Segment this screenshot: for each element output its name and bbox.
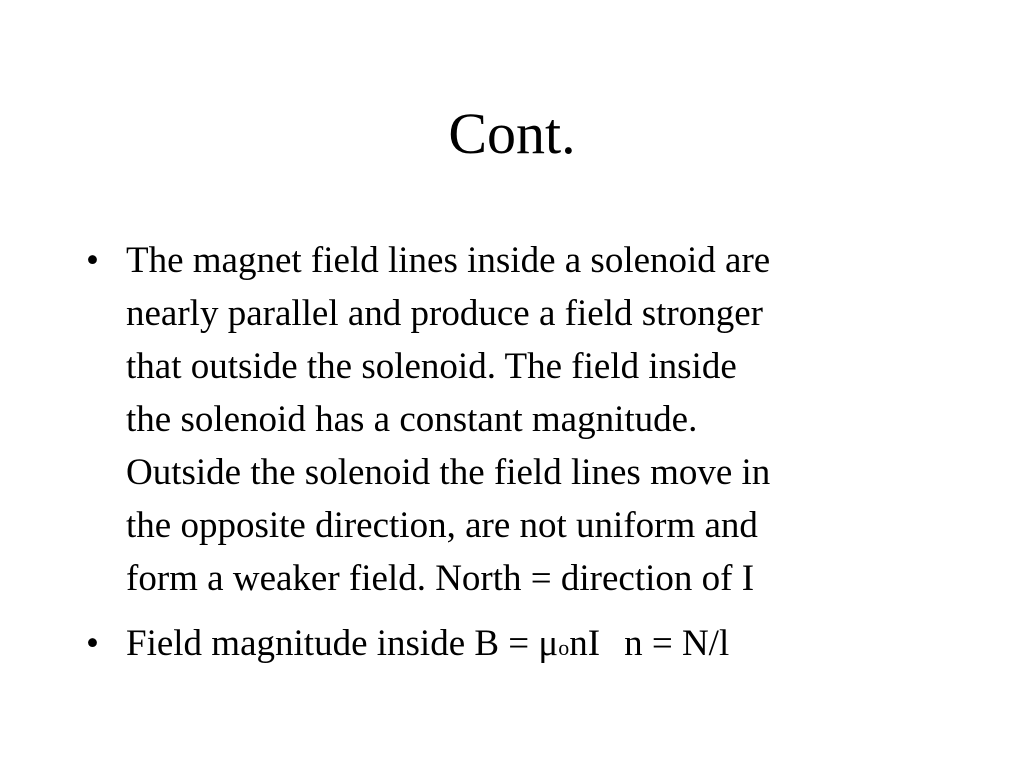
text-line: that outside the solenoid. The field inside: [126, 346, 737, 387]
text-line: the solenoid has a constant magnitude.: [126, 399, 698, 440]
bullet-mark: •: [86, 240, 99, 281]
mu-symbol: μ: [538, 623, 559, 664]
formula-prefix: Field magnitude inside B =: [126, 623, 539, 664]
slide-title: Cont.: [448, 101, 576, 166]
bullet-text: [126, 234, 946, 605]
text-line: Outside the solenoid the field lines move in: [126, 452, 771, 493]
bullet-item-field-magnitude: [86, 617, 946, 674]
formula-after-mu: nI: [569, 623, 601, 664]
formula-text: [126, 617, 946, 674]
text-line: form a weaker field. North = direction of I: [126, 558, 755, 599]
formula-line: [126, 617, 946, 674]
text-line: nearly parallel and produce a field stronger: [126, 293, 763, 334]
bullet-mark: •: [86, 623, 99, 664]
mu-subscript: o: [558, 635, 570, 660]
bullet-item-solenoid-field-lines: [86, 234, 946, 605]
text-line: the opposite direction, are not uniform and: [126, 505, 758, 546]
text-line: The magnet field lines inside a solenoid are: [126, 240, 771, 281]
turn-density-relation: n = N/l: [624, 623, 730, 664]
bullet-list: [86, 234, 946, 674]
